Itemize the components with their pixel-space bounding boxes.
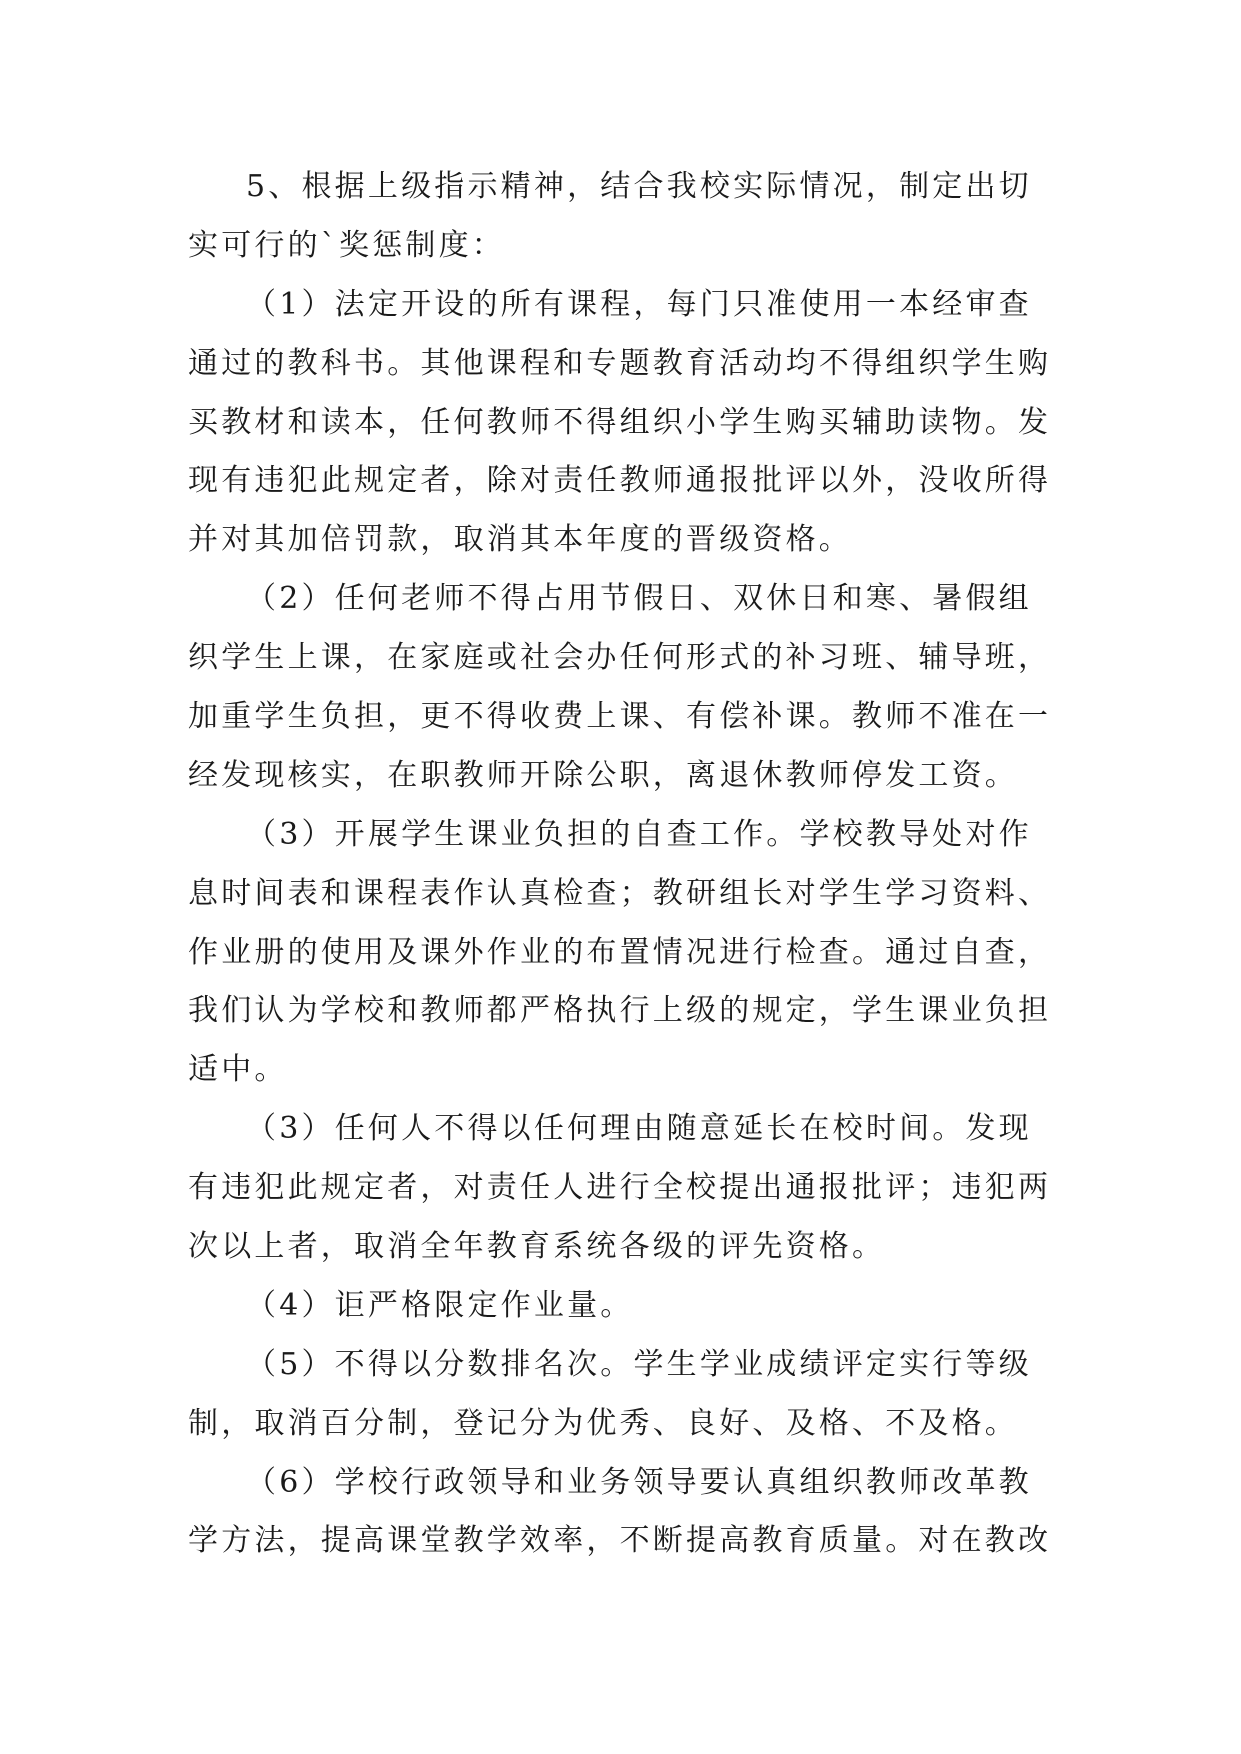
text-line: （3）任何人不得以任何理由随意延长在校时间。发现 (246, 1111, 1032, 1147)
document-page (188, 158, 1056, 1571)
text-line: 制，取消百分制，登记分为优秀、良好、及格、不及格。 (188, 1405, 1018, 1441)
text-line: 我们认为学校和教师都严格执行上级的规定，学生课业负担 (188, 993, 1052, 1029)
text-line: 学方法，提高课堂教学效率，不断提高教育质量。对在教改 (188, 1523, 1052, 1559)
text-line: 加重学生负担，更不得收费上课、有偿补课。教师不准在一 (188, 699, 1052, 735)
paragraph-item-3-selfcheck (188, 806, 1056, 1100)
text-line: 适中。 (188, 1052, 288, 1088)
paragraph-reward-system (188, 158, 1056, 276)
paragraph-item-4 (188, 1277, 1056, 1336)
text-line: 5、根据上级指示精神，结合我校实际情况，制定出切 (246, 169, 1032, 204)
text-line: （3）开展学生课业负担的自查工作。学校教导处对作 (246, 816, 1032, 852)
text-line: 现有违犯此规定者，除对责任教师通报批评以外，没收所得 (188, 463, 1052, 499)
text-line: 织学生上课，在家庭或社会办任何形式的补习班、辅导班， (188, 640, 1052, 676)
text-line: 作业册的使用及课外作业的布置情况进行检查。通过自查， (188, 934, 1052, 970)
text-line: 通过的教科书。其他课程和专题教育活动均不得组织学生购 (188, 345, 1052, 381)
text-line: 实可行的`奖惩制度： (188, 227, 505, 263)
text-line: 有违犯此规定者，对责任人进行全校提出通报批评；违犯两 (188, 1170, 1052, 1206)
text-line: 买教材和读本，任何教师不得组织小学生购买辅助读物。发 (188, 404, 1052, 440)
paragraph-item-3-time (188, 1100, 1056, 1277)
text-line: （2）任何老师不得占用节假日、双休日和寒、暑假组 (246, 581, 1032, 617)
text-line: 并对其加倍罚款，取消其本年度的晋级资格。 (188, 522, 852, 558)
text-line: 次以上者，取消全年教育系统各级的评先资格。 (188, 1229, 886, 1265)
text-line: （5）不得以分数排名次。学生学业成绩评定实行等级 (246, 1346, 1032, 1382)
paragraph-item-6 (188, 1454, 1056, 1572)
text-line: 经发现核实，在职教师开除公职，离退休教师停发工资。 (188, 757, 1018, 793)
paragraph-item-5 (188, 1336, 1056, 1454)
paragraph-item-1 (188, 276, 1056, 570)
text-line: （1）法定开设的所有课程，每门只准使用一本经审查 (246, 286, 1032, 322)
text-line: （6）学校行政领导和业务领导要认真组织教师改革教 (246, 1464, 1032, 1500)
text-line: 息时间表和课程表作认真检查；教研组长对学生学习资料、 (188, 875, 1052, 911)
text-line: （4）讵严格限定作业量。 (246, 1287, 634, 1323)
paragraph-item-2 (188, 570, 1056, 806)
